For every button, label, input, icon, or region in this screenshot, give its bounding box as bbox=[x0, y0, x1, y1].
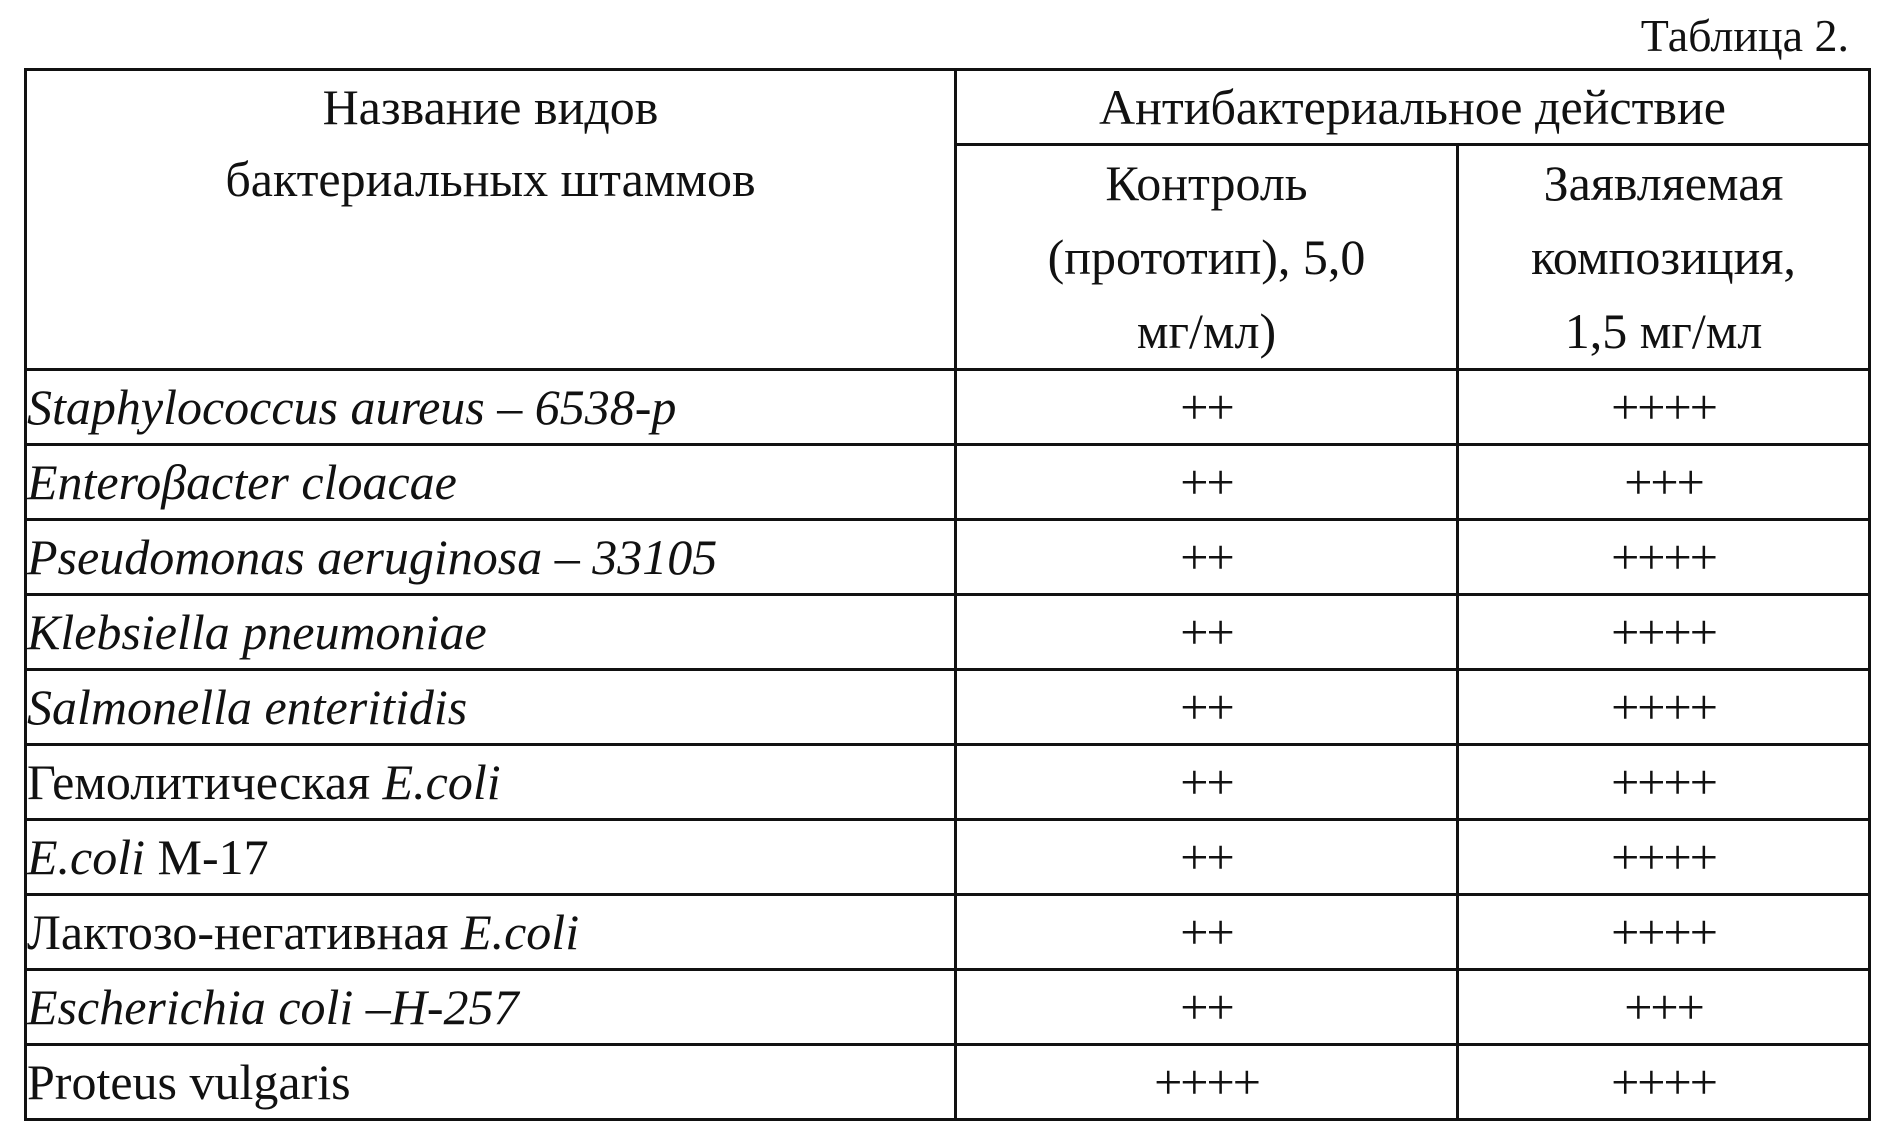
control-value: ++ bbox=[956, 820, 1458, 895]
strain-name-plain: М-17 bbox=[145, 829, 269, 885]
header-control-line1: Контроль bbox=[1105, 155, 1308, 211]
table-row bbox=[26, 595, 1870, 670]
strain-name-cell bbox=[26, 445, 956, 520]
strain-name-plain: Гемолитическая bbox=[27, 754, 383, 810]
composition-value: ++++ bbox=[1458, 370, 1870, 445]
table-row bbox=[26, 370, 1870, 445]
strain-name-italic: Pseudomonas aeruginosa – 33105 bbox=[27, 529, 718, 585]
strain-name-plain: Лактозо-негативная bbox=[27, 904, 462, 960]
header-row-1 bbox=[26, 70, 1870, 145]
table-caption: Таблица 2. bbox=[1640, 10, 1849, 61]
composition-value: ++++ bbox=[1458, 595, 1870, 670]
table-row bbox=[26, 670, 1870, 745]
strain-name-italic: Enteroβacter cloacae bbox=[27, 454, 457, 510]
header-composition bbox=[1458, 145, 1870, 370]
table-row bbox=[26, 895, 1870, 970]
strain-name-italic: Salmonella enteritidis bbox=[27, 679, 468, 735]
composition-value: ++++ bbox=[1458, 820, 1870, 895]
control-value: ++ bbox=[956, 595, 1458, 670]
strain-name-italic: E.coli bbox=[461, 904, 580, 960]
composition-value: +++ bbox=[1458, 970, 1870, 1045]
control-value: ++++ bbox=[956, 1045, 1458, 1120]
header-control-line2: (прототип), 5,0 bbox=[1047, 229, 1366, 285]
header-control bbox=[956, 145, 1458, 370]
strain-name-cell bbox=[26, 970, 956, 1045]
header-composition-line2: композиция, bbox=[1531, 229, 1796, 285]
strain-name-cell bbox=[26, 670, 956, 745]
header-control-line3: мг/мл) bbox=[1136, 303, 1277, 359]
strain-name-cell bbox=[26, 370, 956, 445]
strain-name-cell bbox=[26, 595, 956, 670]
strain-name-cell bbox=[26, 745, 956, 820]
table-row bbox=[26, 445, 1870, 520]
header-strain-name-line2: бактериальных штаммов bbox=[225, 151, 756, 207]
strain-name-cell bbox=[26, 520, 956, 595]
table-row bbox=[26, 1045, 1870, 1120]
header-strain-name-line1: Название видов bbox=[322, 79, 659, 135]
table-row bbox=[26, 970, 1870, 1045]
control-value: ++ bbox=[956, 970, 1458, 1045]
control-value: ++ bbox=[956, 445, 1458, 520]
strain-name-italic: Escherichia coli –H-257 bbox=[27, 979, 519, 1035]
table-row bbox=[26, 820, 1870, 895]
table-row bbox=[26, 745, 1870, 820]
header-composition-line3: 1,5 мг/мл bbox=[1564, 303, 1763, 359]
composition-value: +++ bbox=[1458, 445, 1870, 520]
composition-value: ++++ bbox=[1458, 745, 1870, 820]
strain-name-italic: E.coli bbox=[382, 754, 501, 810]
strain-name-italic: Staphylococcus aureus – 6538-p bbox=[27, 379, 677, 435]
composition-value: ++++ bbox=[1458, 895, 1870, 970]
table-row bbox=[26, 520, 1870, 595]
strain-name-cell bbox=[26, 1045, 956, 1120]
control-value: ++ bbox=[956, 670, 1458, 745]
header-composition-line1: Заявляемая bbox=[1543, 155, 1784, 211]
strain-name-italic: E.coli bbox=[27, 829, 146, 885]
control-value: ++ bbox=[956, 370, 1458, 445]
header-strain-name bbox=[26, 70, 956, 370]
composition-value: ++++ bbox=[1458, 520, 1870, 595]
bacteria-table bbox=[24, 68, 1871, 1121]
control-value: ++ bbox=[956, 745, 1458, 820]
composition-value: ++++ bbox=[1458, 670, 1870, 745]
strain-name-cell bbox=[26, 895, 956, 970]
strain-name-italic: Klebsiella pneumoniae bbox=[27, 604, 487, 660]
control-value: ++ bbox=[956, 520, 1458, 595]
header-antibacterial-action: Антибактериальное действие bbox=[956, 70, 1870, 145]
composition-value: ++++ bbox=[1458, 1045, 1870, 1120]
strain-name-plain: Proteus vulgaris bbox=[27, 1054, 351, 1110]
control-value: ++ bbox=[956, 895, 1458, 970]
strain-name-cell bbox=[26, 820, 956, 895]
